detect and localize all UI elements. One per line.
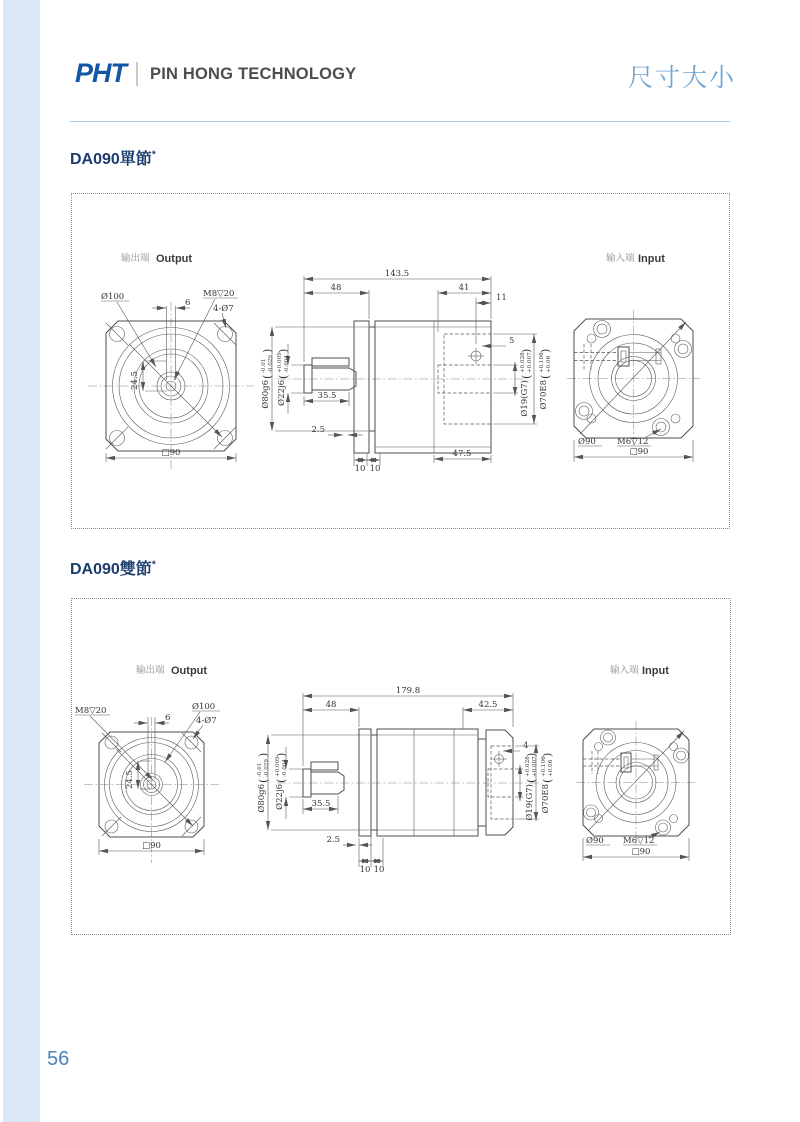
svg-text:): )	[541, 752, 554, 757]
svg-text:-0.029: -0.029	[268, 355, 274, 373]
dim-front-length: 48	[330, 283, 342, 293]
drawing-box-single-stage	[71, 193, 730, 529]
svg-text:): )	[257, 752, 270, 757]
drawing-box-double-stage	[71, 598, 731, 935]
svg-text:(: (	[261, 374, 274, 379]
input-label-en: Input	[642, 665, 669, 677]
input-label-en: Input	[638, 253, 665, 265]
left-accent-strip	[3, 0, 40, 1122]
svg-text:(: (	[277, 374, 290, 379]
dim-key-width: 6	[165, 713, 171, 723]
svg-text:+0.106: +0.106	[539, 352, 545, 373]
technical-drawing-single-stage	[72, 194, 729, 528]
svg-text:Ø22j6: Ø22j6	[277, 380, 287, 406]
footnote-asterisk: *	[151, 149, 156, 161]
dim-square-flange: □90	[161, 448, 181, 458]
section-title-double-stage	[70, 556, 156, 579]
svg-text:+0.106: +0.106	[541, 756, 547, 777]
dim-10b: 10	[373, 865, 385, 875]
svg-text:(: (	[257, 778, 270, 783]
svg-text:Ø19(G7): Ø19(G7)	[520, 380, 530, 417]
dim-11: 11	[496, 293, 507, 303]
dim-bolt-circle: Ø100	[101, 292, 125, 302]
input-label-cn: 输入端	[610, 665, 639, 676]
dim-rear-length2: 47.5	[452, 449, 472, 459]
dim-5: 5	[509, 336, 515, 346]
dim-10a: 10	[354, 464, 366, 474]
dim-tap: M8▽20	[203, 289, 235, 299]
page-number: 56	[47, 1048, 70, 1070]
dim-input-square: □90	[629, 447, 649, 457]
dim-2-5: 2.5	[311, 425, 325, 435]
dim-input-pilot-face: Ø90	[578, 437, 596, 447]
input-front-view	[576, 721, 696, 861]
dim-rear-length: 42.5	[478, 700, 498, 710]
svg-text:-0.01: -0.01	[261, 358, 267, 373]
dim-key-depth: 24.5	[130, 371, 140, 390]
svg-text:(: (	[541, 778, 554, 783]
svg-text:+0.009: +0.009	[275, 756, 281, 777]
svg-text:+0.028: +0.028	[525, 756, 531, 777]
svg-text:): )	[261, 348, 274, 353]
svg-text:-0.004: -0.004	[284, 355, 290, 373]
svg-text:-0.004: -0.004	[282, 759, 288, 777]
svg-text:): )	[520, 348, 533, 353]
svg-text:+0.028: +0.028	[520, 352, 526, 373]
technical-drawing-double-stage	[72, 599, 730, 934]
input-front-view	[567, 310, 700, 462]
svg-text:Ø70E8: Ø70E8	[541, 784, 551, 814]
svg-text:-0.01: -0.01	[257, 762, 263, 777]
footnote-asterisk: *	[151, 559, 156, 571]
dim-holes: 4-Ø7	[196, 716, 217, 726]
dim-4: 4	[523, 741, 529, 751]
svg-text:(: (	[539, 374, 552, 379]
dim-10b: 10	[369, 464, 381, 474]
pht-logo: PHT	[75, 58, 126, 88]
dim-input-pilot	[540, 753, 554, 814]
svg-text:): )	[539, 348, 552, 353]
output-label-cn: 输出端	[136, 665, 165, 676]
dim-shaft-length: 35.5	[311, 799, 331, 809]
svg-text:-0.029: -0.029	[264, 759, 270, 777]
svg-text:Ø80g6: Ø80g6	[257, 784, 267, 813]
dim-total-length: 143.5	[384, 269, 410, 279]
dim-key-width: 6	[185, 298, 191, 308]
section-title-text: DA090單節	[70, 151, 152, 168]
output-front-view	[75, 701, 220, 863]
svg-text:Ø80g6: Ø80g6	[261, 380, 271, 409]
side-view	[256, 686, 554, 875]
dim-tap: M8▽20	[75, 706, 107, 716]
dim-bolt-circle: Ø100	[192, 702, 216, 712]
svg-text:): )	[525, 752, 538, 757]
svg-text:Ø70E8: Ø70E8	[539, 380, 549, 410]
svg-text:(: (	[525, 778, 538, 783]
dim-front-length: 48	[325, 700, 337, 710]
output-label-en: Output	[171, 665, 208, 677]
dim-rear-length: 41	[458, 283, 470, 293]
svg-text:Ø22j6: Ø22j6	[275, 784, 285, 810]
dim-input-pilot	[538, 349, 552, 410]
company-name: PIN HONG TECHNOLOGY	[150, 65, 357, 83]
dim-input-square: □90	[631, 847, 651, 857]
header-rule	[70, 121, 730, 122]
svg-text:(: (	[275, 778, 288, 783]
output-front-view	[88, 289, 254, 470]
side-view	[260, 269, 552, 474]
svg-text:+0.007: +0.007	[527, 352, 533, 373]
dim-input-pilot-face: Ø90	[586, 836, 604, 846]
dim-square-flange: □90	[142, 841, 161, 851]
dim-input-bore	[519, 349, 533, 417]
svg-text:+0.06: +0.06	[548, 759, 554, 777]
dim-10a: 10	[359, 865, 371, 875]
dim-total-length: 179.8	[395, 686, 421, 696]
page-title: 尺寸大小	[628, 64, 737, 92]
dim-key-depth: 24.5	[125, 770, 135, 789]
svg-text:(: (	[520, 374, 533, 379]
svg-text:): )	[275, 752, 288, 757]
output-label-cn: 输出端	[121, 253, 150, 264]
dim-input-tap: M6▽12	[623, 836, 655, 846]
svg-text:+0.007: +0.007	[532, 756, 538, 777]
dim-2-5: 2.5	[326, 835, 340, 845]
dim-input-tap: M6▽12	[617, 437, 649, 447]
output-label-en: Output	[156, 253, 193, 265]
section-title-single-stage	[70, 146, 156, 169]
section-title-text: DA090雙節	[70, 561, 152, 578]
input-label-cn: 输入端	[606, 253, 635, 264]
svg-text:+0.009: +0.009	[277, 352, 283, 373]
dim-shaft-length: 35.5	[317, 391, 337, 401]
dim-holes: 4-Ø7	[213, 304, 234, 314]
svg-text:+0.06: +0.06	[546, 355, 552, 373]
svg-text:Ø19(G7): Ø19(G7)	[525, 784, 535, 821]
svg-text:): )	[277, 348, 290, 353]
logo-divider	[136, 62, 138, 86]
